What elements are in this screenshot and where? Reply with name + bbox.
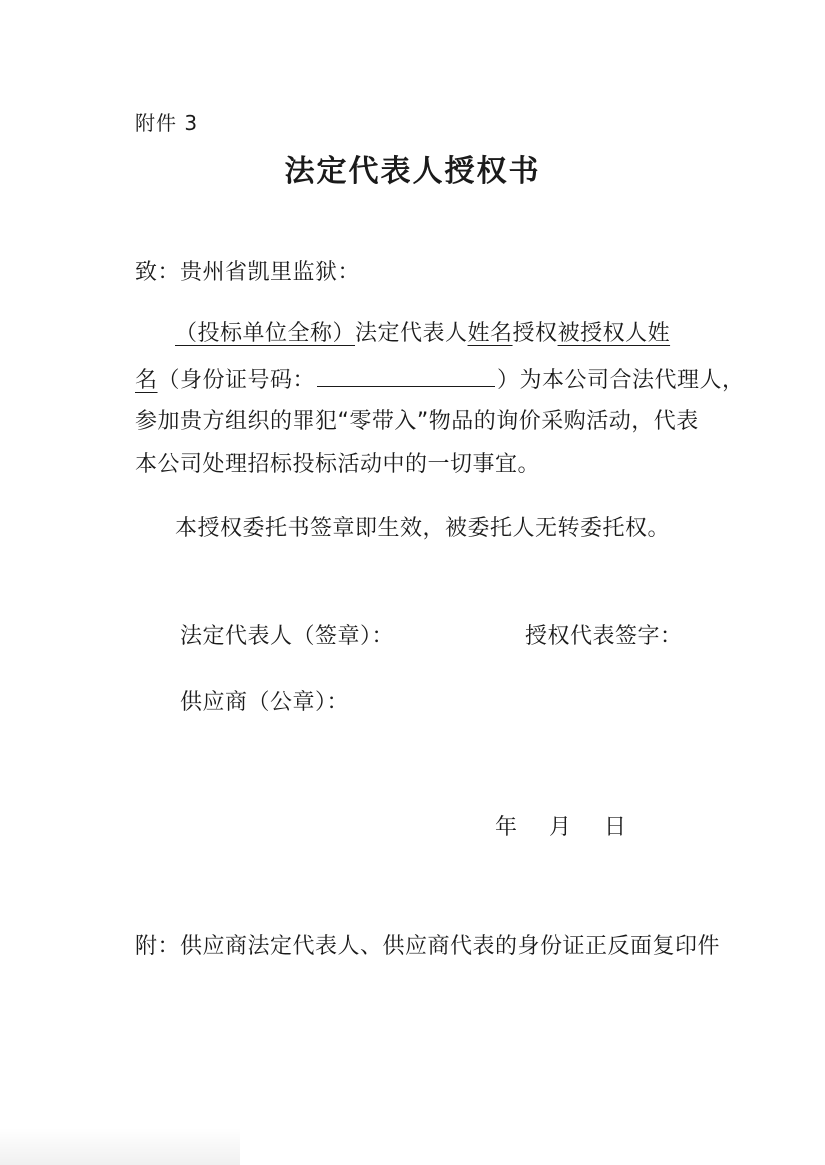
bidder-name-placeholder: （投标单位全称）: [175, 321, 356, 346]
id-number-label: （身份证号码：: [157, 368, 316, 393]
paragraph2: 本授权委托书签章即生效，被委托人无转委托权。: [175, 516, 671, 541]
footnote: 附：供应商法定代表人、供应商代表的身份证正反面复印件: [135, 934, 721, 959]
legal-rep-name-placeholder: 姓名: [467, 321, 513, 346]
paragraph1-line2: [135, 364, 745, 396]
scan-shadow: [0, 1128, 240, 1165]
legal-rep-signature-label: 法定代表人（签章）：: [180, 624, 395, 649]
authorized-name-placeholder-part1: 被授权人姓: [557, 321, 671, 346]
salutation: 致：贵州省凯里监狱：: [135, 260, 361, 285]
document-title: 法定代表人授权书: [284, 154, 541, 189]
paragraph1-line3: 参加贵方组织的罪犯“零带入”物品的询价采购活动，代表: [135, 409, 699, 434]
date-month: 月: [549, 815, 572, 840]
attachment-label: 附件 3: [135, 111, 199, 135]
date-year: 年: [495, 815, 518, 840]
authorized-name-placeholder-part2: 名: [135, 368, 158, 393]
id-number-blank: [317, 364, 495, 387]
authorize-text: 授权: [512, 321, 558, 346]
paragraph1-line1: [175, 319, 670, 349]
supplier-seal-label: 供应商（公章）：: [180, 690, 350, 715]
authorized-rep-signature-label: 授权代表签字：: [525, 624, 683, 649]
legal-rep-text: 法定代表人: [355, 321, 468, 346]
after-id-text: ）为本公司合法代理人，: [497, 368, 745, 393]
date-day: 日: [604, 815, 627, 840]
paragraph1-line4: 本公司处理招标投标活动中的一切事宜。: [135, 452, 541, 477]
